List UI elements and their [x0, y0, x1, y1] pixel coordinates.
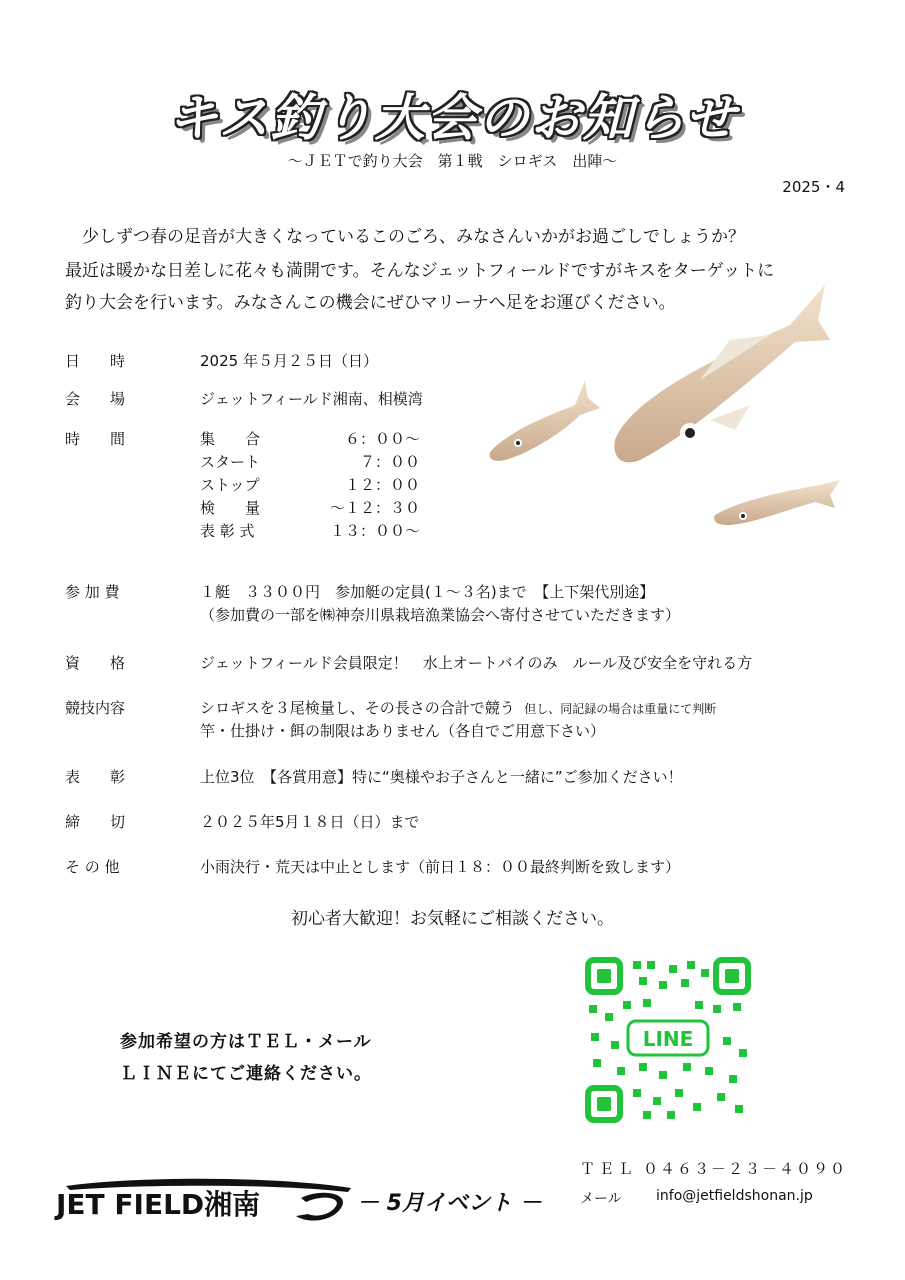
deadline-value: ２０２５年5月１８日（日）まで [200, 813, 420, 831]
award-value: 上位3位 【各賞用意】特に“奥様やお子さんと一緒に”ご参加ください！ [200, 768, 683, 786]
line-qr-code[interactable] [583, 955, 753, 1125]
logo-text: JET FIELD湘南 [56, 1188, 261, 1221]
event-tag: － 5月イベント － [357, 1191, 542, 1216]
datetime-value: 2025 年５月２５日（日） [200, 352, 378, 370]
schedule-name-1: 集 合 [200, 430, 261, 448]
intro-line-3: 釣り大会を行います。みなさんこの機会にぜひマリーナへ足をお運びください。 [65, 293, 676, 313]
fee-line-1: １艇 ３３００円 参加艇の定員(１～３名)まで 【上下架代別途】 [200, 583, 655, 601]
schedule-time-3: １２：００ [344, 476, 420, 494]
mail-value[interactable]: info@jetfieldshonan.jp [656, 1188, 813, 1204]
contest-note: 但し、同記録の場合は重量にて判断 [524, 702, 717, 716]
welcome-message: 初心者大歓迎！お気軽にご相談ください。 [291, 909, 614, 929]
schedule-name-2: スタート [200, 453, 261, 471]
contact-message-2: ＬＩＮＥにてご連絡ください。 [120, 1064, 372, 1084]
contest-line-1 [200, 697, 716, 718]
contest-label: 競技内容 [65, 699, 126, 717]
qualification-label: 資 格 [65, 654, 126, 672]
schedule-name-5: 表 彰 式 [200, 522, 255, 540]
fee-label: 参 加 費 [65, 583, 120, 601]
intro-line-2: 最近は暖かな日差しに花々も満開です。そんなジェットフィールドですがキスをターゲットに [65, 261, 775, 281]
issue-date: 2025・4 [782, 178, 845, 196]
fish-illustration [480, 280, 850, 540]
tel-value[interactable]: ０４６３－２３－４０９０ [643, 1160, 848, 1178]
other-label: そ の 他 [65, 858, 120, 876]
schedule-time-1: ６：００～ [344, 430, 420, 448]
venue-label: 会 場 [65, 390, 126, 408]
contest-line-2: 竿・仕掛け・餌の制限はありません（各自でご用意下さい） [200, 722, 606, 740]
intro-line-1: 少しずつ春の足音が大きくなっているこのごろ、みなさんいかがお過ごしでしょうか？ [65, 227, 745, 247]
schedule-time-4: ～１２：３０ [329, 499, 420, 517]
schedule-time-5: １３：００～ [329, 522, 420, 540]
qualification-value: ジェットフィールド会員限定！ 水上オートバイのみ ルール及び安全を守れる方 [200, 654, 753, 672]
tel-label: ＴＥＬ [580, 1160, 638, 1178]
datetime-label: 日 時 [65, 352, 126, 370]
award-label: 表 彰 [65, 768, 126, 786]
schedule-name-3: ストップ [200, 476, 260, 494]
time-label: 時 間 [65, 430, 126, 448]
schedule-time-2: ７：００ [359, 453, 420, 471]
fee-line-2: （参加費の一部を㈱神奈川県栽培漁業協会へ寄付させていただきます） [200, 606, 681, 624]
deadline-label: 締 切 [65, 813, 126, 831]
contact-message-1: 参加希望の方はＴＥＬ・メール [120, 1032, 372, 1052]
page-title: キス釣り大会のお知らせ [167, 89, 738, 147]
contest-rule: シロギスを３尾検量し、その長さの合計で競う [200, 699, 515, 717]
schedule-name-4: 検 量 [200, 499, 261, 517]
qr-line-label: LINE [642, 1027, 694, 1051]
mail-label: メール [580, 1191, 622, 1207]
subtitle: ～ＪＥＴで釣り大会 第１戦 シロギス 出陣～ [287, 152, 618, 170]
other-value: 小雨決行・荒天は中止とします（前日１８：００最終判断を致します） [200, 858, 681, 876]
venue-value: ジェットフィールド湘南、相模湾 [200, 390, 423, 408]
